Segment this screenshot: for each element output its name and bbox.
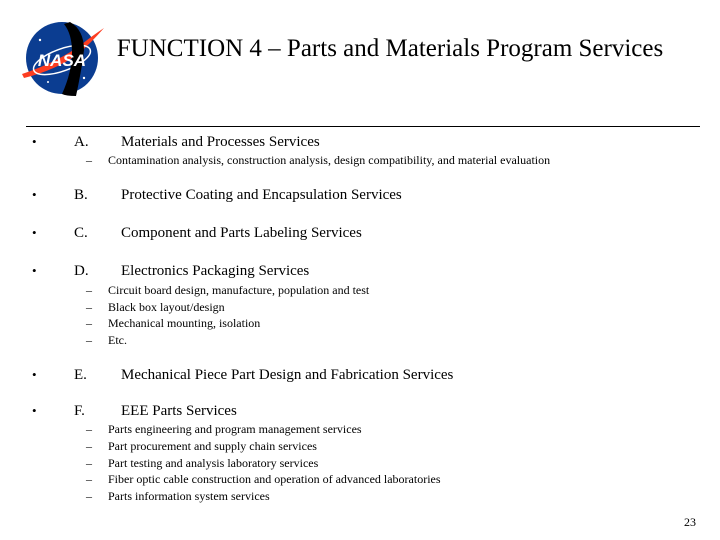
- dash-marker: –: [86, 456, 92, 470]
- section-heading: Materials and Processes Services: [121, 134, 320, 150]
- page-number: 23: [684, 515, 696, 529]
- section-heading: EEE Parts Services: [121, 403, 237, 419]
- sub-item-text: Mechanical mounting, isolation: [108, 316, 261, 330]
- dash-marker: –: [86, 283, 92, 297]
- sub-item-text: Parts engineering and program management services: [108, 422, 362, 436]
- bullet-marker: •: [32, 263, 37, 278]
- section-heading: Electronics Packaging Services: [121, 263, 310, 279]
- section-letter: D.: [74, 263, 89, 279]
- sub-item-text: Circuit board design, manufacture, population and test: [108, 283, 370, 297]
- sub-item-text: Part procurement and supply chain services: [108, 439, 317, 453]
- section-letter: A.: [74, 134, 89, 150]
- bullet-marker: •: [32, 367, 37, 382]
- dash-marker: –: [86, 422, 92, 436]
- nasa-logo: [18, 16, 108, 98]
- dash-marker: –: [86, 439, 92, 453]
- section-letter: B.: [74, 187, 88, 203]
- dash-marker: –: [86, 153, 92, 167]
- section-heading: Mechanical Piece Part Design and Fabrication Services: [121, 367, 454, 383]
- sub-item-text: Parts information system services: [108, 489, 270, 503]
- title-divider: [26, 126, 700, 127]
- nasa-logo-text: NASA: [37, 51, 87, 70]
- sub-item-text: Part testing and analysis laboratory services: [108, 456, 319, 470]
- sub-item-text: Contamination analysis, construction analysis, design compatibility, and material evaluation: [108, 153, 551, 167]
- section-letter: F.: [74, 403, 85, 419]
- dash-marker: –: [86, 472, 92, 486]
- dash-marker: –: [86, 300, 92, 314]
- sub-item-text: Fiber optic cable construction and operation of advanced laboratories: [108, 472, 441, 486]
- sub-item-text: Black box layout/design: [108, 300, 225, 314]
- bullet-marker: •: [32, 134, 37, 149]
- bullet-marker: •: [32, 403, 37, 418]
- bullet-marker: •: [32, 187, 37, 202]
- section-letter: E.: [74, 367, 87, 383]
- section-letter: C.: [74, 225, 88, 241]
- section-heading: Protective Coating and Encapsulation Services: [121, 187, 402, 203]
- dash-marker: –: [86, 333, 92, 347]
- bullet-marker: •: [32, 225, 37, 240]
- dash-marker: –: [86, 489, 92, 503]
- slide-title: FUNCTION 4 – Parts and Materials Program Services: [116, 35, 664, 62]
- dash-marker: –: [86, 316, 92, 330]
- section-heading: Component and Parts Labeling Services: [121, 225, 362, 241]
- sub-item-text: Etc.: [108, 333, 127, 347]
